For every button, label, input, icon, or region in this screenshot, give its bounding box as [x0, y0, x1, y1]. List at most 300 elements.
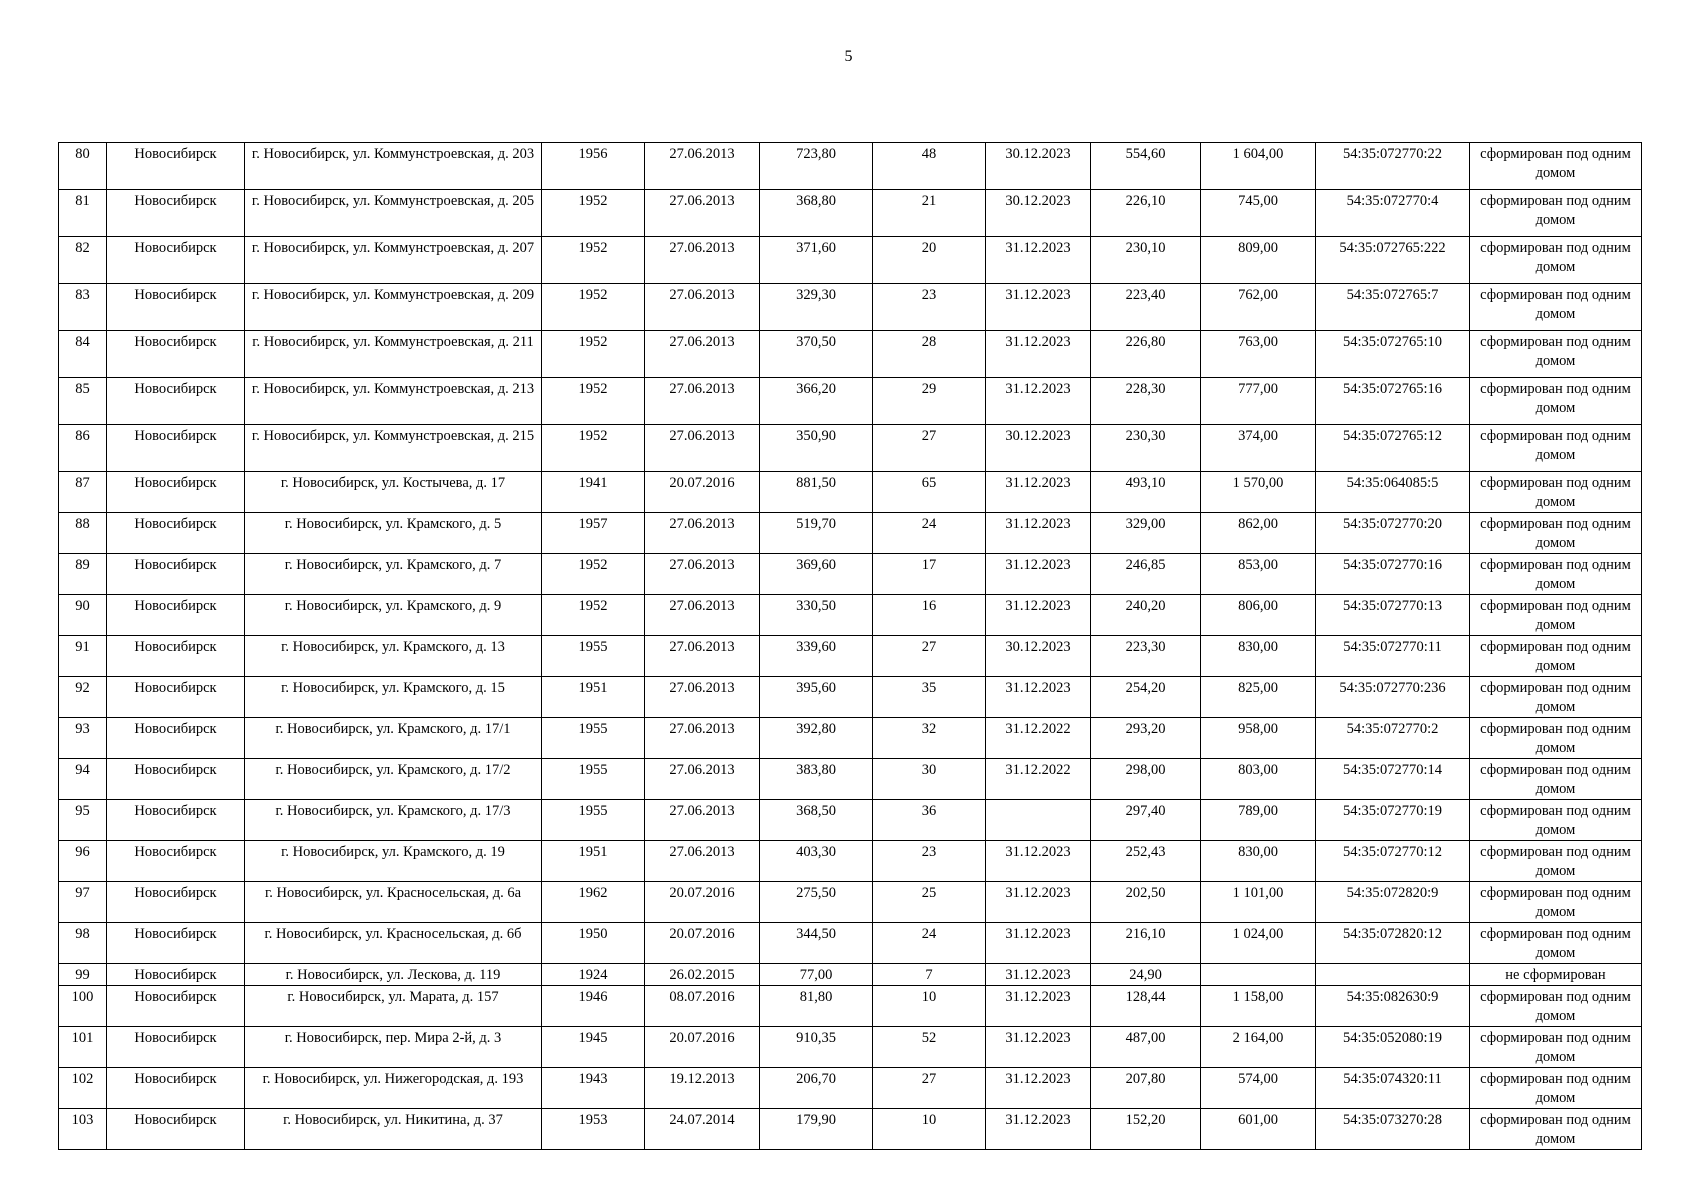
year-cell: 1952 — [542, 237, 645, 284]
count-cell: 17 — [873, 554, 986, 595]
city-cell: Новосибирск — [107, 331, 245, 378]
land-area-cell: 574,00 — [1201, 1068, 1316, 1109]
city-cell: Новосибирск — [107, 143, 245, 190]
area-cell: 368,50 — [760, 800, 873, 841]
area-cell: 392,80 — [760, 718, 873, 759]
cadastral-cell: 54:35:072770:2 — [1316, 718, 1470, 759]
area-cell: 519,70 — [760, 513, 873, 554]
cadastral-cell: 54:35:072820:12 — [1316, 923, 1470, 964]
land-area-cell: 853,00 — [1201, 554, 1316, 595]
date-cell: 27.06.2013 — [645, 513, 760, 554]
year-cell: 1952 — [542, 284, 645, 331]
status-cell: сформирован под одним домом — [1470, 331, 1642, 378]
city-cell: Новосибирск — [107, 284, 245, 331]
date-cell: 27.06.2013 — [645, 554, 760, 595]
deadline-cell: 31.12.2023 — [986, 923, 1091, 964]
land-area-cell: 1 570,00 — [1201, 472, 1316, 513]
address-cell: г. Новосибирск, ул. Крамского, д. 5 — [245, 513, 542, 554]
count-cell: 10 — [873, 1109, 986, 1150]
city-cell: Новосибирск — [107, 1027, 245, 1068]
area-cell: 910,35 — [760, 1027, 873, 1068]
date-cell: 27.06.2013 — [645, 759, 760, 800]
status-cell: сформирован под одним домом — [1470, 986, 1642, 1027]
table-row — [59, 237, 1642, 284]
area-cell: 275,50 — [760, 882, 873, 923]
table-row — [59, 554, 1642, 595]
cadastral-cell: 54:35:072770:14 — [1316, 759, 1470, 800]
date-cell: 27.06.2013 — [645, 800, 760, 841]
table-row — [59, 595, 1642, 636]
address-cell: г. Новосибирск, ул. Коммунстроевская, д. 205 — [245, 190, 542, 237]
land-area-cell: 2 164,00 — [1201, 1027, 1316, 1068]
table-row — [59, 1027, 1642, 1068]
city-cell: Новосибирск — [107, 425, 245, 472]
deadline-cell: 31.12.2022 — [986, 718, 1091, 759]
city-cell: Новосибирск — [107, 923, 245, 964]
year-cell: 1924 — [542, 964, 645, 986]
date-cell: 26.02.2015 — [645, 964, 760, 986]
cadastral-cell: 54:35:072770:236 — [1316, 677, 1470, 718]
year-cell: 1952 — [542, 331, 645, 378]
cadastral-cell — [1316, 964, 1470, 986]
land-area-cell: 1 101,00 — [1201, 882, 1316, 923]
year-cell: 1962 — [542, 882, 645, 923]
city-cell: Новосибирск — [107, 841, 245, 882]
city-cell: Новосибирск — [107, 472, 245, 513]
year-cell: 1953 — [542, 1109, 645, 1150]
address-cell: г. Новосибирск, ул. Крамского, д. 17/1 — [245, 718, 542, 759]
area2-cell: 207,80 — [1091, 1068, 1201, 1109]
area2-cell: 329,00 — [1091, 513, 1201, 554]
cadastral-cell: 54:35:072770:12 — [1316, 841, 1470, 882]
city-cell: Новосибирск — [107, 986, 245, 1027]
year-cell: 1941 — [542, 472, 645, 513]
status-cell: не сформирован — [1470, 964, 1642, 986]
date-cell: 20.07.2016 — [645, 472, 760, 513]
status-cell: сформирован под одним домом — [1470, 190, 1642, 237]
table-row — [59, 472, 1642, 513]
year-cell: 1952 — [542, 425, 645, 472]
area2-cell: 297,40 — [1091, 800, 1201, 841]
address-cell: г. Новосибирск, ул. Коммунстроевская, д. 207 — [245, 237, 542, 284]
status-cell: сформирован под одним домом — [1470, 1027, 1642, 1068]
count-cell: 29 — [873, 378, 986, 425]
land-area-cell: 809,00 — [1201, 237, 1316, 284]
deadline-cell: 31.12.2023 — [986, 378, 1091, 425]
year-cell: 1950 — [542, 923, 645, 964]
deadline-cell: 31.12.2023 — [986, 472, 1091, 513]
address-cell: г. Новосибирск, ул. Коммунстроевская, д. 215 — [245, 425, 542, 472]
deadline-cell: 30.12.2023 — [986, 636, 1091, 677]
area2-cell: 230,30 — [1091, 425, 1201, 472]
city-cell: Новосибирск — [107, 378, 245, 425]
table-row — [59, 986, 1642, 1027]
count-cell: 21 — [873, 190, 986, 237]
area-cell: 330,50 — [760, 595, 873, 636]
row-number-cell: 96 — [59, 841, 107, 882]
row-number-cell: 80 — [59, 143, 107, 190]
table-row — [59, 718, 1642, 759]
area2-cell: 554,60 — [1091, 143, 1201, 190]
row-number-cell: 83 — [59, 284, 107, 331]
city-cell: Новосибирск — [107, 718, 245, 759]
date-cell: 27.06.2013 — [645, 636, 760, 677]
status-cell: сформирован под одним домом — [1470, 237, 1642, 284]
count-cell: 27 — [873, 636, 986, 677]
land-area-cell: 825,00 — [1201, 677, 1316, 718]
deadline-cell: 30.12.2023 — [986, 143, 1091, 190]
count-cell: 36 — [873, 800, 986, 841]
area2-cell: 252,43 — [1091, 841, 1201, 882]
deadline-cell: 31.12.2023 — [986, 513, 1091, 554]
row-number-cell: 85 — [59, 378, 107, 425]
row-number-cell: 103 — [59, 1109, 107, 1150]
status-cell: сформирован под одним домом — [1470, 425, 1642, 472]
land-area-cell: 762,00 — [1201, 284, 1316, 331]
cadastral-cell: 54:35:072820:9 — [1316, 882, 1470, 923]
row-number-cell: 94 — [59, 759, 107, 800]
date-cell: 20.07.2016 — [645, 1027, 760, 1068]
row-number-cell: 90 — [59, 595, 107, 636]
cadastral-cell: 54:35:072770:11 — [1316, 636, 1470, 677]
year-cell: 1955 — [542, 718, 645, 759]
year-cell: 1952 — [542, 190, 645, 237]
address-cell: г. Новосибирск, ул. Костычева, д. 17 — [245, 472, 542, 513]
table-row — [59, 1109, 1642, 1150]
area2-cell: 216,10 — [1091, 923, 1201, 964]
land-area-cell: 745,00 — [1201, 190, 1316, 237]
city-cell: Новосибирск — [107, 554, 245, 595]
area-cell: 395,60 — [760, 677, 873, 718]
area-cell: 383,80 — [760, 759, 873, 800]
year-cell: 1952 — [542, 554, 645, 595]
city-cell: Новосибирск — [107, 1068, 245, 1109]
deadline-cell: 31.12.2023 — [986, 1027, 1091, 1068]
table-row — [59, 284, 1642, 331]
address-cell: г. Новосибирск, ул. Крамского, д. 19 — [245, 841, 542, 882]
cadastral-cell: 54:35:073270:28 — [1316, 1109, 1470, 1150]
date-cell: 27.06.2013 — [645, 143, 760, 190]
area2-cell: 293,20 — [1091, 718, 1201, 759]
count-cell: 25 — [873, 882, 986, 923]
table-row — [59, 882, 1642, 923]
table-row — [59, 378, 1642, 425]
count-cell: 35 — [873, 677, 986, 718]
land-area-cell: 1 158,00 — [1201, 986, 1316, 1027]
table-row — [59, 143, 1642, 190]
area-cell: 344,50 — [760, 923, 873, 964]
count-cell: 32 — [873, 718, 986, 759]
area2-cell: 24,90 — [1091, 964, 1201, 986]
address-cell: г. Новосибирск, ул. Лескова, д. 119 — [245, 964, 542, 986]
deadline-cell: 31.12.2023 — [986, 986, 1091, 1027]
row-number-cell: 97 — [59, 882, 107, 923]
table-row — [59, 677, 1642, 718]
area-cell: 366,20 — [760, 378, 873, 425]
table-row — [59, 190, 1642, 237]
status-cell: сформирован под одним домом — [1470, 554, 1642, 595]
status-cell: сформирован под одним домом — [1470, 677, 1642, 718]
status-cell: сформирован под одним домом — [1470, 636, 1642, 677]
row-number-cell: 86 — [59, 425, 107, 472]
area2-cell: 223,40 — [1091, 284, 1201, 331]
city-cell: Новосибирск — [107, 636, 245, 677]
area2-cell: 298,00 — [1091, 759, 1201, 800]
year-cell: 1951 — [542, 841, 645, 882]
date-cell: 20.07.2016 — [645, 923, 760, 964]
area2-cell: 487,00 — [1091, 1027, 1201, 1068]
area-cell: 179,90 — [760, 1109, 873, 1150]
status-cell: сформирован под одним домом — [1470, 923, 1642, 964]
count-cell: 27 — [873, 1068, 986, 1109]
date-cell: 27.06.2013 — [645, 284, 760, 331]
address-cell: г. Новосибирск, ул. Марата, д. 157 — [245, 986, 542, 1027]
year-cell: 1946 — [542, 986, 645, 1027]
land-area-cell: 789,00 — [1201, 800, 1316, 841]
area2-cell: 240,20 — [1091, 595, 1201, 636]
count-cell: 16 — [873, 595, 986, 636]
deadline-cell: 31.12.2023 — [986, 1068, 1091, 1109]
count-cell: 23 — [873, 841, 986, 882]
city-cell: Новосибирск — [107, 759, 245, 800]
address-cell: г. Новосибирск, ул. Крамского, д. 9 — [245, 595, 542, 636]
address-cell: г. Новосибирск, ул. Коммунстроевская, д. 211 — [245, 331, 542, 378]
row-number-cell: 93 — [59, 718, 107, 759]
land-area-cell: 374,00 — [1201, 425, 1316, 472]
area-cell: 206,70 — [760, 1068, 873, 1109]
count-cell: 10 — [873, 986, 986, 1027]
count-cell: 48 — [873, 143, 986, 190]
year-cell: 1945 — [542, 1027, 645, 1068]
city-cell: Новосибирск — [107, 190, 245, 237]
land-area-cell: 763,00 — [1201, 331, 1316, 378]
address-cell: г. Новосибирск, ул. Коммунстроевская, д. 213 — [245, 378, 542, 425]
area-cell: 81,80 — [760, 986, 873, 1027]
year-cell: 1955 — [542, 636, 645, 677]
count-cell: 24 — [873, 923, 986, 964]
cadastral-cell: 54:35:072770:16 — [1316, 554, 1470, 595]
table-row — [59, 331, 1642, 378]
date-cell: 27.06.2013 — [645, 237, 760, 284]
city-cell: Новосибирск — [107, 1109, 245, 1150]
address-cell: г. Новосибирск, пер. Мира 2-й, д. 3 — [245, 1027, 542, 1068]
deadline-cell: 31.12.2022 — [986, 759, 1091, 800]
year-cell: 1952 — [542, 378, 645, 425]
table-row — [59, 923, 1642, 964]
cadastral-cell: 54:35:072765:12 — [1316, 425, 1470, 472]
date-cell: 27.06.2013 — [645, 841, 760, 882]
count-cell: 52 — [873, 1027, 986, 1068]
deadline-cell: 31.12.2023 — [986, 284, 1091, 331]
date-cell: 27.06.2013 — [645, 378, 760, 425]
status-cell: сформирован под одним домом — [1470, 718, 1642, 759]
deadline-cell: 31.12.2023 — [986, 554, 1091, 595]
row-number-cell: 81 — [59, 190, 107, 237]
row-number-cell: 98 — [59, 923, 107, 964]
area2-cell: 226,10 — [1091, 190, 1201, 237]
cadastral-cell: 54:35:064085:5 — [1316, 472, 1470, 513]
cadastral-cell: 54:35:072770:4 — [1316, 190, 1470, 237]
city-cell: Новосибирск — [107, 677, 245, 718]
status-cell: сформирован под одним домом — [1470, 595, 1642, 636]
date-cell: 20.07.2016 — [645, 882, 760, 923]
address-cell: г. Новосибирск, ул. Крамского, д. 13 — [245, 636, 542, 677]
deadline-cell: 30.12.2023 — [986, 425, 1091, 472]
status-cell: сформирован под одним домом — [1470, 378, 1642, 425]
date-cell: 27.06.2013 — [645, 718, 760, 759]
land-area-cell: 830,00 — [1201, 841, 1316, 882]
table-row — [59, 513, 1642, 554]
land-area-cell: 830,00 — [1201, 636, 1316, 677]
row-number-cell: 100 — [59, 986, 107, 1027]
page-number: 5 — [844, 48, 853, 65]
status-cell: сформирован под одним домом — [1470, 472, 1642, 513]
status-cell: сформирован под одним домом — [1470, 1068, 1642, 1109]
table-row — [59, 800, 1642, 841]
deadline-cell — [986, 800, 1091, 841]
row-number-cell: 88 — [59, 513, 107, 554]
date-cell: 27.06.2013 — [645, 425, 760, 472]
year-cell: 1952 — [542, 595, 645, 636]
count-cell: 7 — [873, 964, 986, 986]
row-number-cell: 91 — [59, 636, 107, 677]
address-cell: г. Новосибирск, ул. Красносельская, д. 6а — [245, 882, 542, 923]
area-cell: 339,60 — [760, 636, 873, 677]
status-cell: сформирован под одним домом — [1470, 513, 1642, 554]
year-cell: 1955 — [542, 759, 645, 800]
area2-cell: 228,30 — [1091, 378, 1201, 425]
land-area-cell: 1 604,00 — [1201, 143, 1316, 190]
address-cell: г. Новосибирск, ул. Крамского, д. 17/2 — [245, 759, 542, 800]
table-row — [59, 636, 1642, 677]
land-area-cell: 1 024,00 — [1201, 923, 1316, 964]
area2-cell: 230,10 — [1091, 237, 1201, 284]
area2-cell: 493,10 — [1091, 472, 1201, 513]
row-number-cell: 89 — [59, 554, 107, 595]
cadastral-cell: 54:35:072765:222 — [1316, 237, 1470, 284]
count-cell: 28 — [873, 331, 986, 378]
status-cell: сформирован под одним домом — [1470, 800, 1642, 841]
area-cell: 369,60 — [760, 554, 873, 595]
cadastral-cell: 54:35:072770:19 — [1316, 800, 1470, 841]
count-cell: 24 — [873, 513, 986, 554]
address-cell: г. Новосибирск, ул. Коммунстроевская, д. 209 — [245, 284, 542, 331]
count-cell: 23 — [873, 284, 986, 331]
status-cell: сформирован под одним домом — [1470, 284, 1642, 331]
area2-cell: 152,20 — [1091, 1109, 1201, 1150]
table-row — [59, 425, 1642, 472]
address-cell: г. Новосибирск, ул. Крамского, д. 7 — [245, 554, 542, 595]
area-cell: 350,90 — [760, 425, 873, 472]
table-row — [59, 841, 1642, 882]
count-cell: 20 — [873, 237, 986, 284]
count-cell: 30 — [873, 759, 986, 800]
row-number-cell: 84 — [59, 331, 107, 378]
row-number-cell: 102 — [59, 1068, 107, 1109]
cadastral-cell: 54:35:052080:19 — [1316, 1027, 1470, 1068]
year-cell: 1951 — [542, 677, 645, 718]
area-cell: 723,80 — [760, 143, 873, 190]
land-area-cell: 806,00 — [1201, 595, 1316, 636]
area-cell: 881,50 — [760, 472, 873, 513]
date-cell: 27.06.2013 — [645, 331, 760, 378]
land-area-cell: 803,00 — [1201, 759, 1316, 800]
row-number-cell: 99 — [59, 964, 107, 986]
land-area-cell: 777,00 — [1201, 378, 1316, 425]
land-area-cell: 862,00 — [1201, 513, 1316, 554]
cadastral-cell: 54:35:082630:9 — [1316, 986, 1470, 1027]
city-cell: Новосибирск — [107, 237, 245, 284]
deadline-cell: 31.12.2023 — [986, 882, 1091, 923]
table-row — [59, 964, 1642, 986]
row-number-cell: 82 — [59, 237, 107, 284]
count-cell: 65 — [873, 472, 986, 513]
area-cell: 403,30 — [760, 841, 873, 882]
area2-cell: 226,80 — [1091, 331, 1201, 378]
address-cell: г. Новосибирск, ул. Коммунстроевская, д. 203 — [245, 143, 542, 190]
cadastral-cell: 54:35:072770:22 — [1316, 143, 1470, 190]
date-cell: 24.07.2014 — [645, 1109, 760, 1150]
land-area-cell: 601,00 — [1201, 1109, 1316, 1150]
deadline-cell: 31.12.2023 — [986, 964, 1091, 986]
area-cell: 368,80 — [760, 190, 873, 237]
cadastral-cell: 54:35:072765:16 — [1316, 378, 1470, 425]
area2-cell: 128,44 — [1091, 986, 1201, 1027]
area-cell: 77,00 — [760, 964, 873, 986]
area-cell: 370,50 — [760, 331, 873, 378]
date-cell: 27.06.2013 — [645, 190, 760, 237]
deadline-cell: 31.12.2023 — [986, 237, 1091, 284]
status-cell: сформирован под одним домом — [1470, 143, 1642, 190]
date-cell: 19.12.2013 — [645, 1068, 760, 1109]
year-cell: 1943 — [542, 1068, 645, 1109]
city-cell: Новосибирск — [107, 964, 245, 986]
area2-cell: 223,30 — [1091, 636, 1201, 677]
table-row — [59, 759, 1642, 800]
date-cell: 08.07.2016 — [645, 986, 760, 1027]
area2-cell: 254,20 — [1091, 677, 1201, 718]
area-cell: 371,60 — [760, 237, 873, 284]
address-cell: г. Новосибирск, ул. Нижегородская, д. 193 — [245, 1068, 542, 1109]
table-row — [59, 1068, 1642, 1109]
cadastral-cell: 54:35:072765:10 — [1316, 331, 1470, 378]
deadline-cell: 31.12.2023 — [986, 677, 1091, 718]
city-cell: Новосибирск — [107, 800, 245, 841]
city-cell: Новосибирск — [107, 595, 245, 636]
year-cell: 1956 — [542, 143, 645, 190]
status-cell: сформирован под одним домом — [1470, 759, 1642, 800]
city-cell: Новосибирск — [107, 882, 245, 923]
year-cell: 1957 — [542, 513, 645, 554]
row-number-cell: 101 — [59, 1027, 107, 1068]
status-cell: сформирован под одним домом — [1470, 882, 1642, 923]
deadline-cell: 31.12.2023 — [986, 841, 1091, 882]
status-cell: сформирован под одним домом — [1470, 841, 1642, 882]
date-cell: 27.06.2013 — [645, 677, 760, 718]
count-cell: 27 — [873, 425, 986, 472]
row-number-cell: 92 — [59, 677, 107, 718]
cadastral-cell: 54:35:072765:7 — [1316, 284, 1470, 331]
row-number-cell: 87 — [59, 472, 107, 513]
deadline-cell: 31.12.2023 — [986, 331, 1091, 378]
land-area-cell: 958,00 — [1201, 718, 1316, 759]
address-cell: г. Новосибирск, ул. Крамского, д. 15 — [245, 677, 542, 718]
address-cell: г. Новосибирск, ул. Красносельская, д. 6б — [245, 923, 542, 964]
deadline-cell: 30.12.2023 — [986, 190, 1091, 237]
date-cell: 27.06.2013 — [645, 595, 760, 636]
cadastral-cell: 54:35:072770:13 — [1316, 595, 1470, 636]
address-cell: г. Новосибирск, ул. Крамского, д. 17/3 — [245, 800, 542, 841]
